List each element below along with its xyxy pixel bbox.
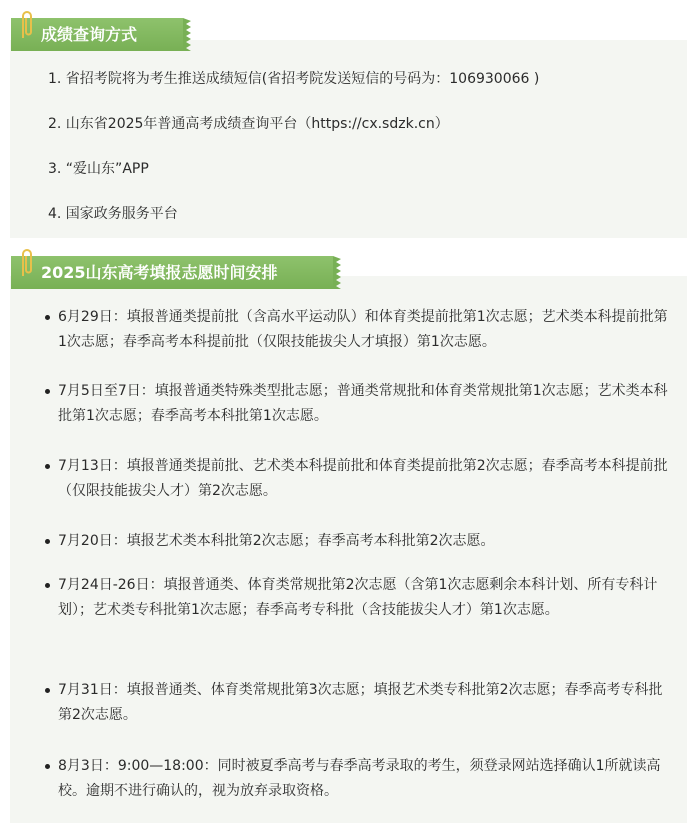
list-item: 3. “爱山东”APP	[48, 161, 149, 177]
list-item	[58, 454, 674, 504]
schedule-panel	[10, 276, 687, 823]
list-item-text: 8月3日：9:00—18:00：同时被夏季高考与春季高考录取的考生，须登录网站选择确认1所就读高校。逾期不进行确认的，视为放弃录取资格。	[58, 758, 661, 799]
list-item	[58, 305, 674, 355]
list-item-text: 7月24日-26日：填报普通类、体育类常规批第2次志愿（含第1次志愿剩余本科计划、所有专科计划）；艺术类专科批第1次志愿；春季高考专科批（含技能拔尖人才）第1次志愿。	[58, 577, 658, 618]
bullet-icon	[45, 583, 50, 588]
bullet-icon	[45, 539, 50, 544]
bullet-icon	[45, 315, 50, 320]
list-item-text: 7月31日：填报普通类、体育类常规批第3次志愿；填报艺术类专科批第2次志愿；春季高考专科批第2次志愿。	[58, 682, 663, 723]
paperclip-icon	[17, 8, 35, 40]
list-item-text: 7月13日：填报普通类提前批、艺术类本科提前批和体育类提前批第2次志愿；春季高考本科提前批（仅限技能拔尖人才）第2次志愿。	[58, 458, 668, 499]
list-item	[58, 754, 674, 804]
section-title-banner	[11, 256, 333, 289]
list-item	[58, 573, 674, 623]
paperclip-icon	[17, 246, 35, 278]
list-item-text: 7月20日：填报艺术类本科批第2次志愿；春季高考本科批第2次志愿。	[58, 533, 495, 549]
bullet-icon	[45, 389, 50, 394]
bullet-icon	[45, 464, 50, 469]
section-title-banner	[11, 18, 183, 51]
banner-zigzag-edge	[333, 256, 341, 289]
list-item: 1. 省招考院将为考生推送成绩短信(省招考院发送短信的号码为：106930066 )	[48, 71, 540, 87]
section-title: 2025山东高考填报志愿时间安排	[41, 263, 278, 282]
section-title: 成绩查询方式	[41, 25, 138, 44]
bullet-icon	[45, 764, 50, 769]
list-item-text: 7月5日至7日：填报普通类特殊类型批志愿；普通类常规批和体育类常规批第1次志愿；艺术类本科批第1次志愿；春季高考本科批第1次志愿。	[58, 383, 668, 424]
list-item	[58, 379, 674, 429]
banner-zigzag-edge	[183, 18, 191, 51]
list-item: 4. 国家政务服务平台	[48, 206, 178, 222]
list-item: 2. 山东省2025年普通高考成绩查询平台（https://cx.sdzk.cn）	[48, 116, 449, 132]
bullet-icon	[45, 688, 50, 693]
list-item-text: 6月29日：填报普通类提前批（含高水平运动队）和体育类提前批第1次志愿；艺术类本科提前批第1次志愿；春季高考本科提前批（仅限技能拔尖人才填报）第1次志愿。	[58, 309, 668, 350]
query-methods-panel	[10, 40, 687, 238]
list-item	[58, 678, 674, 728]
list-item	[58, 529, 674, 554]
